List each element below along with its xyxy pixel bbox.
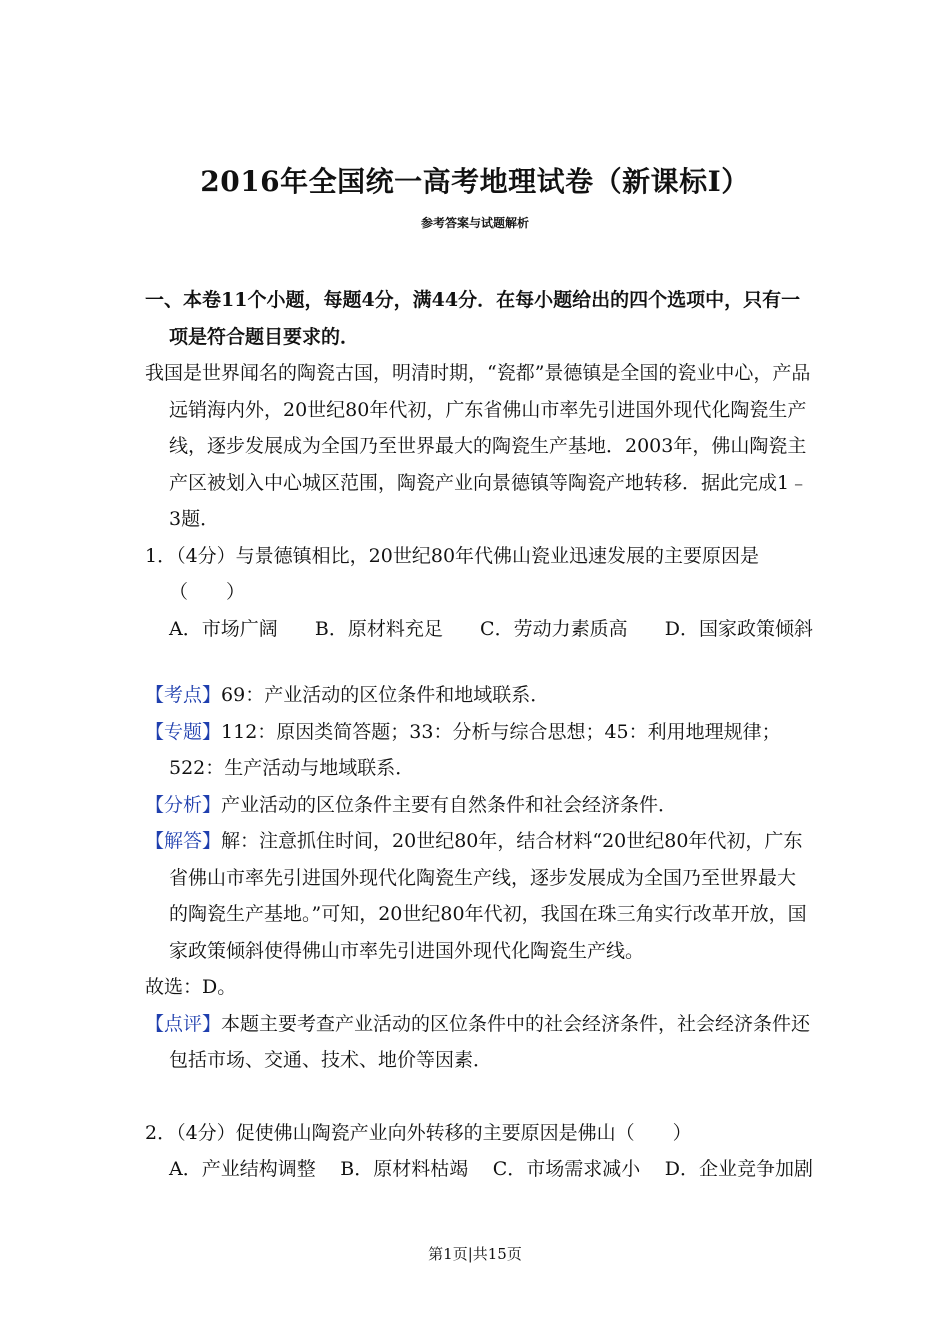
question-1-options [145,611,813,648]
question-2-options [145,1151,813,1188]
section-heading: 一、本卷11个小题，每题4分，满44分．在每小题给出的四个选项中，只有一项是符合题目要求的． [145,289,801,348]
page-footer: 第1页|共15页 [428,1245,522,1263]
question-1-option-a: A．市场广阔 [169,617,278,640]
document-content [145,282,813,1188]
spacer [145,1079,813,1115]
page-subtitle: 参考答案与试题解析 [420,216,529,230]
question-1-stem: 1．（4分）与景德镇相比，20世纪80年代佛山瓷业迅速发展的主要原因是（ ） [145,544,760,603]
question-2-option-a: A．产业结构调整 [169,1158,316,1180]
question-2-option-b: B．原材料枯竭 [340,1158,469,1180]
page-title: 2016年全国统一高考地理试卷（新课标I） [200,165,750,198]
spacer [145,647,813,677]
reading-passage: 我国是世界闻名的陶瓷古国，明清时期，“瓷都”景德镇是全国的瓷业中心，产品远销海内外，20世纪80年代初，广东省佛山市率先引进国外现代化陶瓷生产线，逐步发展成为全国乃至世界最大的陶瓷生产基地．2003年，佛山陶瓷主产区被划入中心城区范围，陶瓷产业向景德镇等陶瓷产地转移．据此完成1﹣3题． [145,362,811,530]
question-1-option-c: C．劳动力素质高 [480,617,628,640]
jieda-text: 解：注意抓住时间，20世纪80年，结合材料“20世纪80年代初，广东省佛山市率先引进国外现代化陶瓷生产线，逐步发展成为全国乃至世界最大的陶瓷生产基地。”可知，20世纪80年代初，我国在珠三角实行改革开放，国家政策倾斜使得佛山市率先引进国外现代化陶瓷生产线。 [169,830,807,962]
zhuanti-paragraph [145,714,813,787]
answer-line: 故选：D。 [145,976,237,998]
jieda-label: 【解答】 [145,830,222,852]
kaodian-text: 69：产业活动的区位条件和地域联系． [221,684,550,706]
dianping-text: 本题主要考查产业活动的区位条件中的社会经济条件，社会经济条件还包括市场、交通、技术、地价等因素． [169,1012,811,1071]
kaodian-paragraph [145,677,813,714]
jieda-paragraph [145,823,813,969]
question-2-option-c: C．市场需求减小 [492,1158,641,1180]
question-1-option-d: D．国家政策倾斜 [664,617,813,640]
zhuanti-label: 【专题】 [145,720,222,743]
fenxi-text: 产业活动的区位条件主要有自然条件和社会经济条件． [221,793,678,816]
question-1-option-b: B．原材料充足 [314,617,443,640]
fenxi-paragraph [145,787,813,824]
question-2-stem: 2．（4分）促使佛山陶瓷产业向外转移的主要原因是佛山（ ） [145,1121,692,1144]
fenxi-label: 【分析】 [145,793,222,816]
kaodian-label: 【考点】 [145,684,222,706]
dianping-label: 【点评】 [145,1012,222,1035]
dianping-paragraph [145,1006,813,1079]
question-2-option-d: D．企业竞争加剧 [664,1158,813,1180]
zhuanti-text: 112：原因类简答题；33：分析与综合思想；45：利用地理规律；522：生产活动与地域联系． [169,720,781,779]
